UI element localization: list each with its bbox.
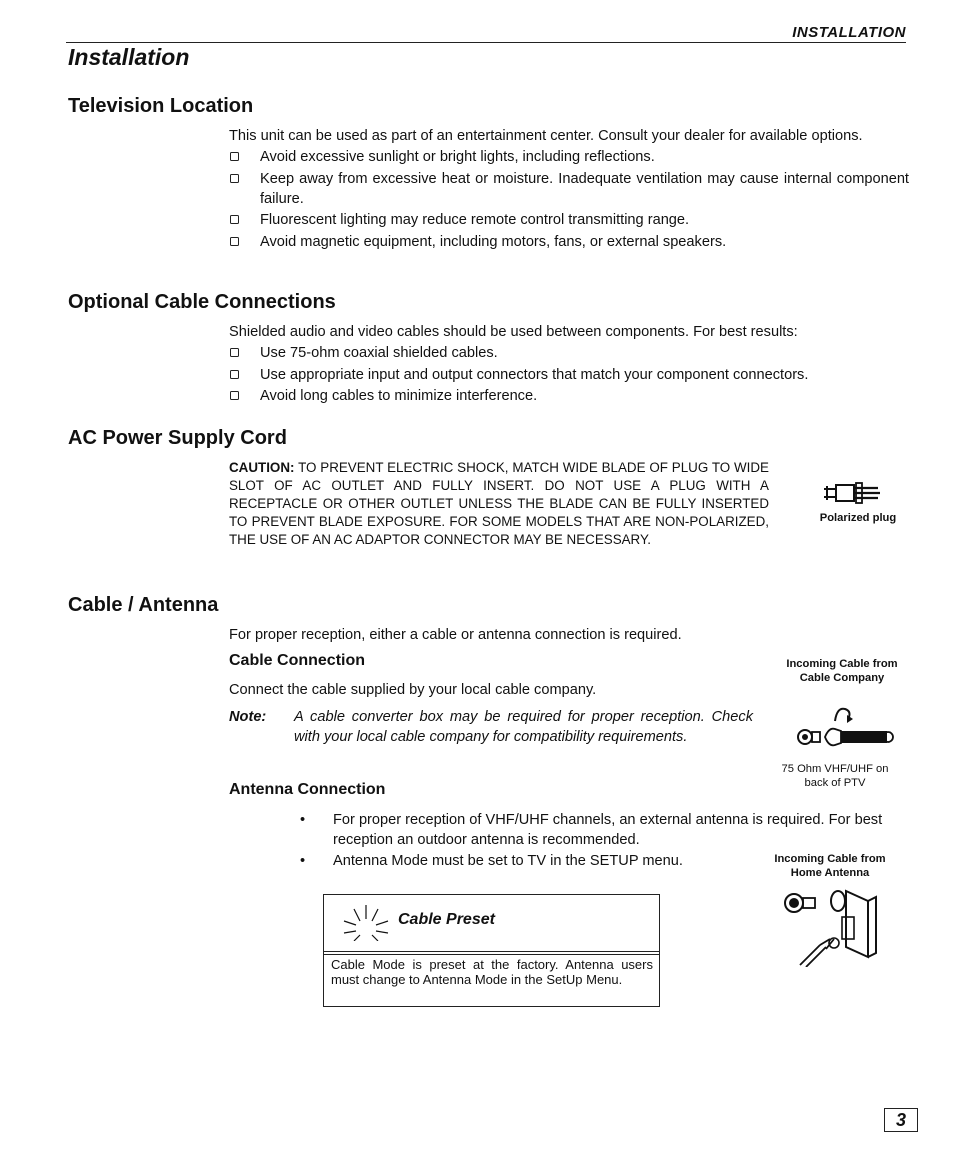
cable-connection-text: Connect the cable supplied by your local cable company. (229, 682, 597, 698)
checkbox-bullet-icon (230, 174, 239, 183)
page-title: Installation (68, 44, 190, 70)
list-item: • Antenna Mode must be set to TV in the SETUP menu. (300, 853, 683, 869)
cable-connections-list (229, 343, 909, 406)
list-item: Avoid excessive sunlight or bright lights, including reflections. (229, 147, 909, 167)
cable-preset-header (324, 895, 659, 952)
cable-company-caption: Incoming Cable from Cable Company (786, 658, 898, 684)
cable-connections-body (229, 322, 909, 408)
tv-location-list (229, 147, 909, 252)
cable-antenna-intro: For proper reception, either a cable or antenna connection is required. (229, 627, 682, 643)
list-item: Avoid long cables to minimize interference. (229, 386, 909, 406)
caution-body: TO PREVENT ELECTRIC SHOCK, MATCH WIDE BLADE OF PLUG TO WIDE SLOT OF AC OUTLET AND FULLY INSERT. DO NOT USE A PLUG WITH A RECEPTACLE OR OTHER OUTLET UNLESS THE BLADE CAN BE FULLY INSERTED TO PREVENT BLADE EXPOSURE. FOR SOME MODELS THAT ARE NON-POLARIZED, THE USE OF AN AC ADAPTOR CONNECTOR MAY BE NECESSARY. (229, 460, 769, 547)
list-item: Use appropriate input and output connectors that match your component connectors. (229, 365, 909, 385)
heading-television-location: Television Location (68, 95, 254, 117)
heading-optional-cable-connections: Optional Cable Connections (68, 291, 336, 313)
coax-connector-icon (795, 703, 895, 754)
checkbox-bullet-icon (230, 152, 239, 161)
cable-note (229, 707, 753, 747)
list-item: Fluorescent lighting may reduce remote control transmitting range. (229, 210, 909, 230)
cable-preset-text: Cable Mode is preset at the factory. Antenna users must change to Antenna Mode in the SetUp Menu. (331, 957, 653, 987)
checkbox-bullet-icon (230, 391, 239, 400)
list-item: Avoid magnetic equipment, including motors, fans, or external speakers. (229, 232, 909, 252)
cable-preset-title: Cable Preset (398, 911, 495, 928)
heading-antenna-connection: Antenna Connection (229, 781, 386, 798)
light-burst-icon (336, 899, 396, 941)
vhf-uhf-caption: 75 Ohm VHF/UHF on back of PTV (781, 763, 889, 789)
antenna-connector-icon (780, 885, 884, 972)
list-item: • For proper reception of VHF/UHF channels, an external antenna is required. For best reception an outdoor antenna is recommended. (300, 812, 883, 848)
header-rule (66, 42, 906, 43)
caution-text (229, 459, 769, 549)
note-text: A cable converter box may be required for proper reception. Check with your local cable company for compatibility requirements. (294, 709, 753, 745)
running-head: INSTALLATION (792, 24, 906, 41)
list-item: Keep away from excessive heat or moisture. Inadequate ventilation may cause internal component failure. (229, 169, 909, 209)
checkbox-bullet-icon (230, 237, 239, 246)
caution-label: CAUTION: (229, 460, 295, 475)
cable-preset-divider (324, 954, 659, 955)
checkbox-bullet-icon (230, 348, 239, 357)
checkbox-bullet-icon (230, 370, 239, 379)
tv-location-body (229, 126, 909, 253)
bullet-dot-icon: • (300, 812, 306, 828)
heading-ac-power-supply-cord: AC Power Supply Cord (68, 427, 287, 449)
checkbox-bullet-icon (230, 215, 239, 224)
note-label: Note: (229, 709, 267, 725)
polarized-plug-icon (822, 480, 884, 511)
home-antenna-caption: Incoming Cable from Home Antenna (774, 853, 886, 879)
bullet-dot-icon: • (300, 853, 306, 869)
tv-location-intro: This unit can be used as part of an entertainment center. Consult your dealer for available options. (229, 128, 863, 144)
cable-preset-box (323, 894, 660, 1007)
cable-connections-intro: Shielded audio and video cables should be used between components. For best results: (229, 324, 798, 340)
polarized-plug-caption: Polarized plug (819, 512, 897, 524)
heading-cable-connection: Cable Connection (229, 652, 366, 669)
heading-cable-antenna: Cable / Antenna (68, 594, 219, 616)
page-number: 3 (884, 1108, 918, 1132)
list-item: Use 75-ohm coaxial shielded cables. (229, 343, 909, 363)
